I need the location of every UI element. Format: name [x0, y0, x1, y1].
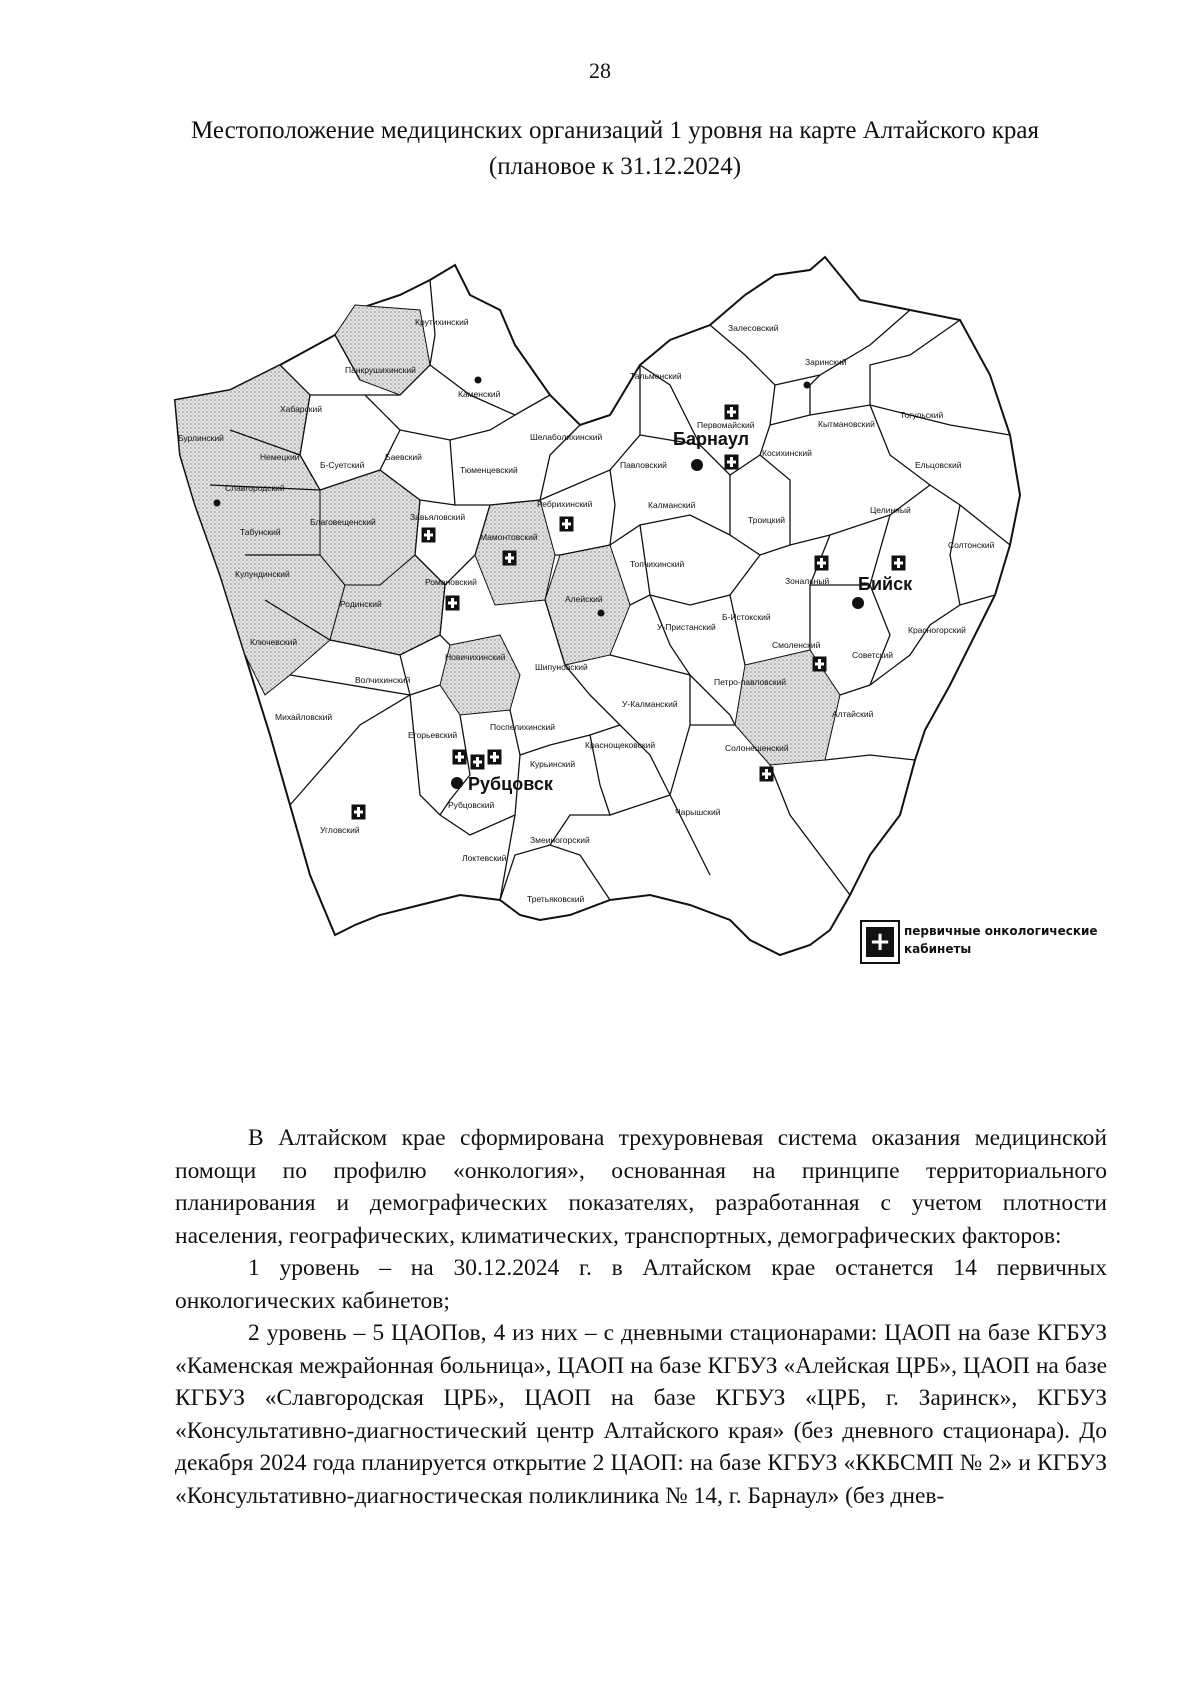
district-label: Тогульский [900, 410, 944, 420]
district-label: Солонешенский [725, 743, 789, 753]
district-label: Зональный [785, 576, 830, 586]
location-dot [475, 377, 482, 384]
district-label: Рубцовский [448, 800, 495, 810]
legend-label: первичные онкологические кабинеты [904, 924, 1098, 956]
medical-cross-icon [352, 805, 365, 819]
district-label: Тюменцевский [460, 465, 518, 475]
district-label: Каменский [458, 389, 501, 399]
district-label: Солтонский [948, 540, 995, 550]
district-label: Кытмановский [818, 419, 875, 429]
district-label: Мамонтовский [480, 532, 538, 542]
district-label: Поспелихинский [490, 722, 555, 732]
page-title: Местоположение медицинских организаций 1 уровня на карте Алтайского края (плановое к 31.12.2024) [190, 117, 1040, 180]
district-label: Топчихинский [630, 559, 685, 569]
medical-cross-icon: + [860, 920, 900, 964]
district-label: Калманский [648, 500, 696, 510]
paragraph: В Алтайском крае сформирована трехуровневая система оказания медицинской помощи по профилю «онкология», основанная на принципе территориального планирования и демографических показателях, разработанная с учетом плотности населения, географических, климатических, транспортных, демографических факторов: [175, 1125, 1107, 1249]
location-dot [804, 382, 811, 389]
city-marker [691, 459, 703, 471]
medical-cross-icon [560, 517, 573, 531]
district-label: Немецкий [260, 452, 300, 462]
district-label: Романовский [425, 577, 477, 587]
medical-cross-icon [815, 556, 828, 570]
city-marker [451, 777, 463, 789]
district-label: Курьинский [530, 759, 576, 769]
district-label: Петро-павловский [714, 677, 787, 687]
district-label: Советский [852, 650, 893, 660]
city-label: Барнаул [673, 429, 750, 449]
district-label: Новичихинский [445, 652, 506, 662]
district-label: Волчихинский [355, 675, 411, 685]
location-dot [598, 610, 605, 617]
district-label: У-Калманский [622, 699, 678, 709]
district-label: Б-Истокский [722, 612, 771, 622]
paragraph: 1 уровень – на 30.12.2024 г. в Алтайском крае останется 14 первичных онкологических кабинетов; [175, 1255, 1107, 1314]
district-label: Алтайский [832, 709, 874, 719]
medical-cross-icon [725, 455, 738, 469]
medical-cross-icon [813, 657, 826, 671]
medical-cross-icon [892, 556, 905, 570]
medical-cross-icon [760, 767, 773, 781]
medical-cross-icon [488, 750, 501, 764]
district-label: Табунский [240, 527, 281, 537]
medical-cross-icon [503, 551, 516, 565]
district-label: Хабарский [280, 404, 322, 414]
district-label: Кулундинский [235, 569, 290, 579]
district-label: Ключевский [250, 637, 298, 647]
district-label: Ребрихинский [537, 499, 593, 509]
paragraph: 2 уровень – 5 ЦАОПов, 4 из них – с дневными стационарами: ЦАОП на базе КГБУЗ «Каменская межрайонная больница», ЦАОП на базе КГБУЗ «Алейская ЦРБ», ЦАОП на базе КГБУЗ «Славгородская ЦРБ», ЦАОП на базе КГБУЗ «ЦРБ, г. Заринск», КГБУЗ «Консультативно-диагностический центр Алтайского края» (без дневного стационара). До декабря 2024 года планируется открытие 2 ЦАОП: на базе КГБУЗ «ККБСМП № 2» и КГБУЗ «Консультативно-диагностическая поликлиника № 14, г. Барнаул» (без днев- [175, 1320, 1107, 1509]
city-marker [852, 597, 864, 609]
district-label: Алейский [565, 594, 603, 604]
district-label: Заринский [805, 357, 847, 367]
district-label: Третьяковский [527, 894, 585, 904]
district-label: Панкрушихинский [345, 365, 416, 375]
district-label: Краснощековский [585, 740, 656, 750]
district-label: Павловский [620, 460, 667, 470]
page-number: 28 [589, 58, 611, 83]
district-label: Смоленский [772, 640, 821, 650]
district-label: Б-Суетский [320, 460, 365, 470]
district-label: Змеиногорский [530, 835, 590, 845]
district-label: Локтевский [462, 853, 507, 863]
medical-cross-icon [453, 750, 466, 764]
location-dot [214, 500, 221, 507]
city-label: Рубцовск [468, 774, 553, 794]
medical-cross-icon [446, 596, 459, 610]
district-label: Первомайский [697, 420, 755, 430]
city-label: Бийск [858, 574, 913, 594]
district-label: Завьяловский [410, 512, 466, 522]
district-label: Троицкий [748, 515, 786, 525]
district-label: Баевский [385, 452, 422, 462]
district-label: Красногорский [908, 625, 966, 635]
district-label: Угловский [320, 825, 360, 835]
district-label: Целинный [870, 505, 911, 515]
district-label: Косихинский [762, 448, 812, 458]
medical-cross-icon [725, 405, 738, 419]
district-label: Славгородский [225, 483, 285, 493]
district-label: Тальменский [630, 371, 682, 381]
district-label: Шелаболихинский [530, 432, 603, 442]
district-label: Залесовский [728, 323, 779, 333]
district-label: Благовещенский [310, 517, 376, 527]
district-label: Чарышский [675, 807, 721, 817]
body-text [175, 1122, 1107, 1512]
district-label: Михайловский [275, 712, 333, 722]
district-label: Ельцовский [915, 460, 962, 470]
district-label: Егорьевский [408, 730, 458, 740]
medical-cross-icon [471, 755, 484, 769]
map-legend [860, 918, 1110, 966]
district-label: Родинский [340, 599, 382, 609]
medical-cross-icon [422, 528, 435, 542]
district-label: У-Пристанский [657, 622, 716, 632]
district-label: Шипуновский [535, 662, 588, 672]
district-label: Бурлинский [178, 433, 224, 443]
district-label: Крутихинский [415, 317, 469, 327]
